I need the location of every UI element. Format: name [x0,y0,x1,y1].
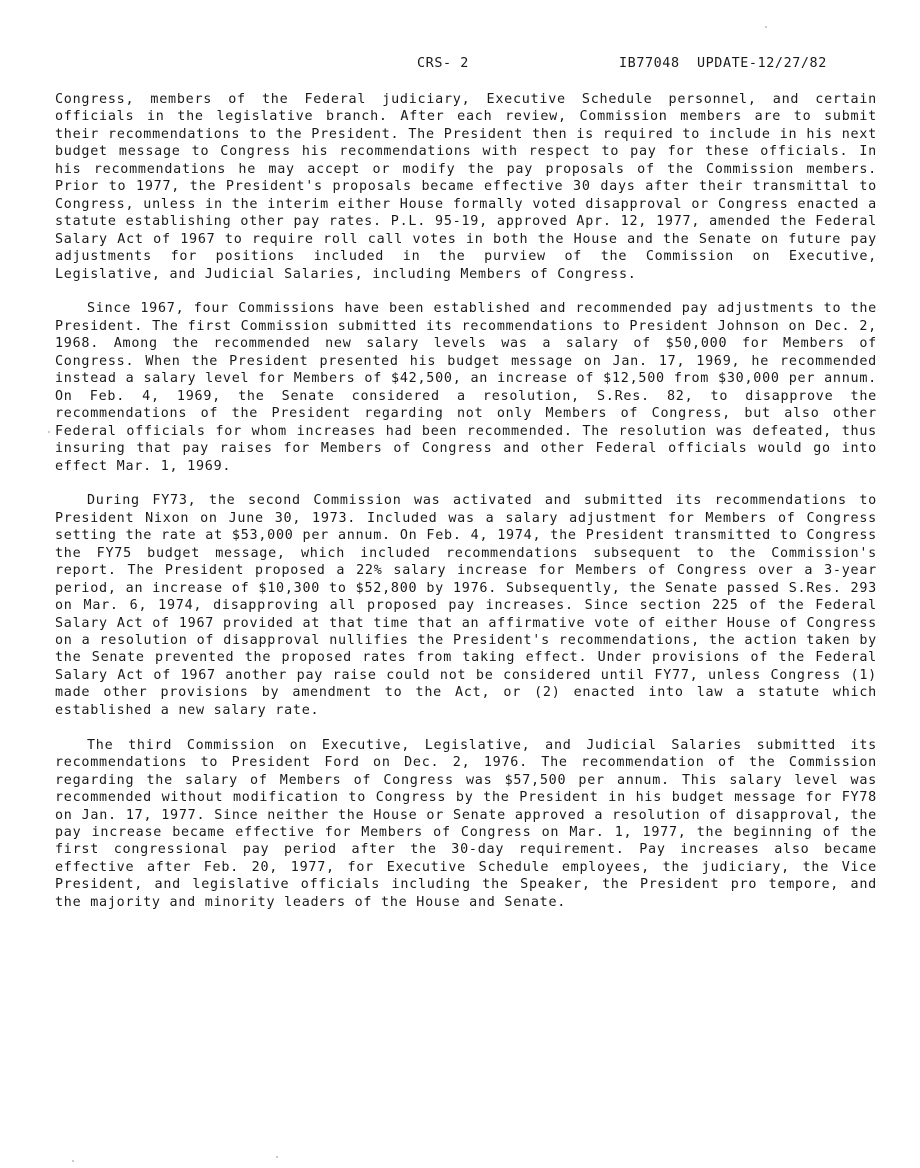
scan-speck [72,1160,74,1162]
document-id-label: IB77048 UPDATE-12/27/82 [619,56,827,71]
paragraph-second-commission: During FY73, the second Commission was activated and submitted its recommendations to President Nixon on June 30, 1973. Included was a salary adjustment for Members of Congress setting the rate at $53,000 per annum. On Feb. 4, 1974, the President transmitted to Congress the FY75 budget message, which included recommendations subsequent to the Commission's report. The President proposed a 22% salary increase for Members of Congress over a 3-year period, an increase of $10,300 to $52,800 by 1976. Subsequently, the Senate passed S.Res. 293 on Mar. 6, 1974, disapproving all proposed pay increases. Since section 225 of the Federal Salary Act of 1967 provided at that time that an affirmative vote of either House of Congress on a resolution of disapproval nullifies the President's recommendations, the action taken by the Senate prevented the proposed rates from taking effect. Under provisions of the Federal Salary Act of 1967 another pay raise could not be considered until FY77, unless Congress (1) made other provisions by amendment to the Act, or (2) enacted into law a statute which established a new salary rate. [55,493,877,718]
paragraph-commission-review: Congress, members of the Federal judiciary, Executive Schedule personnel, and certain officials in the legislative branch. After each review, Commission members are to submit their recommendations to the President. The President then is required to include in his next budget message to Congress his recommendations with respect to pay for these officials. In his recommendations he may accept or modify the pay proposals of the Commission members. Prior to 1977, the President's proposals became effective 30 days after their transmittal to Congress, unless in the interim either House formally voted disapproval or Congress enacted a statute establishing other pay rates. P.L. 95-19, approved Apr. 12, 1977, amended the Federal Salary Act of 1967 to require roll call votes in both the House and the Senate on future pay adjustments for positions included in the purview of the Commission on Executive, Legislative, and Judicial Salaries, including Members of Congress. [55,92,877,282]
scan-speck [48,431,50,433]
paragraph-third-commission: The third Commission on Executive, Legislative, and Judicial Salaries submitted its recommendations to President Ford on Dec. 2, 1976. The recommendation of the Commission regarding the salary of Members of Congress was $57,500 per annum. This salary level was recommended without modification to Congress by the President in his budget message for FY78 on Jan. 17, 1977. Since neither the House or Senate approved a resolution of disapproval, the pay increase became effective for Members of Congress on Mar. 1, 1977, the beginning of the first congressional pay period after the 30-day requirement. Pay increases also became effective after Feb. 20, 1977, for Executive Schedule employees, the judiciary, the Vice President, and legislative officials including the Speaker, the President pro tempore, and the majority and minority leaders of the House and Senate. [55,737,877,910]
scan-speck [765,26,767,28]
scan-speck [276,1156,278,1158]
page-number-label: CRS- 2 [417,56,469,71]
page-header [0,56,920,74]
body-text [55,91,877,929]
paragraph-first-commission: Since 1967, four Commissions have been established and recommended pay adjustments to the President. The first Commission submitted its recommendations to President Johnson on Dec. 2, 1968. Among the recommended new salary levels was a salary of $50,000 for Members of Congress. When the President presented his budget message on Jan. 17, 1969, he recommended instead a salary level for Members of $42,500, an increase of $12,500 from $30,000 per annum. On Feb. 4, 1969, the Senate considered a resolution, S.Res. 82, to disapprove the recommendations of the President regarding not only Members of Congress, but also other Federal officials for whom increases had been recommended. The resolution was defeated, thus insuring that pay raises for Members of Congress and other Federal officials would go into effect Mar. 1, 1969. [55,301,877,474]
